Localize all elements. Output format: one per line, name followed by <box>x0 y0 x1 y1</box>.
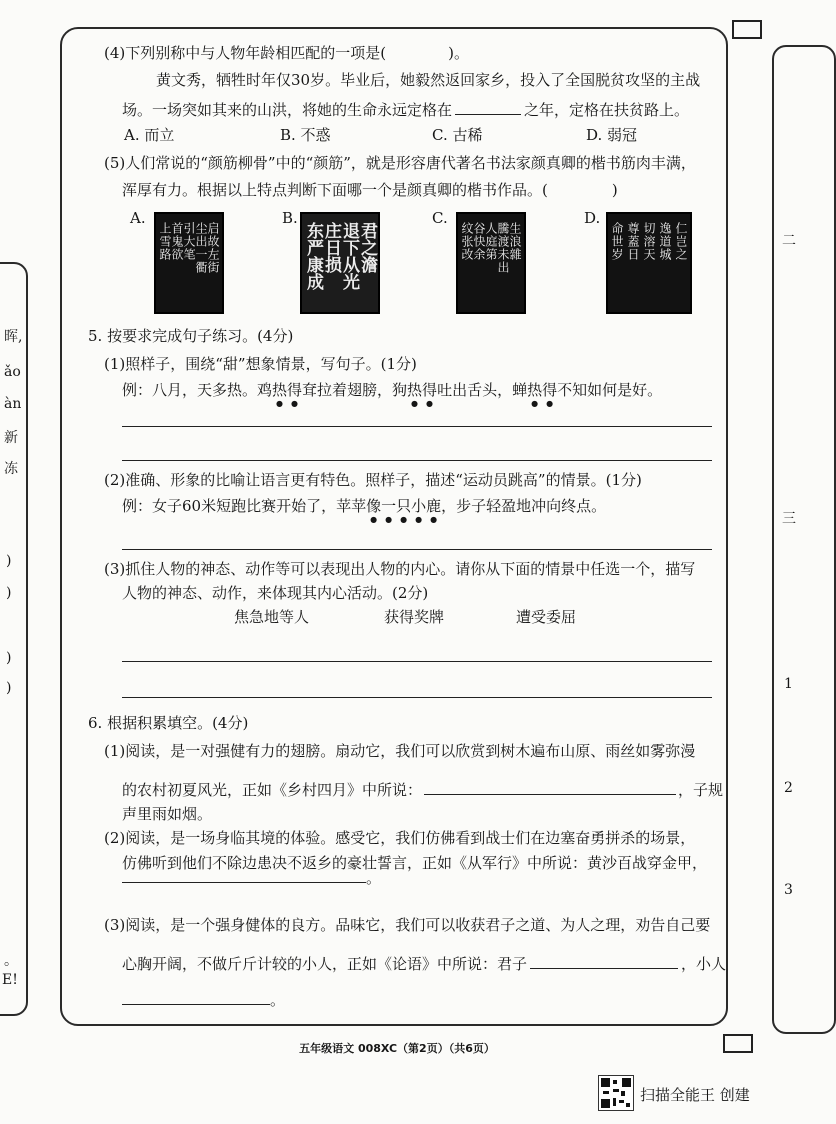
calligraphy-option-d-label[interactable]: D. <box>584 209 601 227</box>
page-footer: 五年级语文 008XC（第2页）（共6页） <box>299 1042 495 1055</box>
left-margin-text: 新 <box>4 430 18 446</box>
right-margin-text: 2 <box>784 780 793 796</box>
q6-title: 6. 根据积累填空。(4分) <box>88 714 249 732</box>
calligraphy-column: 首鬼欲 <box>170 222 184 261</box>
q6-sub2-line3: 。 <box>122 866 381 888</box>
calligraphy-column: 庄日损 <box>321 222 341 273</box>
q6-sub3-line2: 心胸开阔，不做斤斤计较的小人，正如《论语》中所说：君子 ，小人 <box>122 952 726 974</box>
left-margin-text: àn <box>4 396 22 412</box>
calligraphy-column: 君之澹 <box>357 222 377 273</box>
left-margin-text: ) <box>6 650 12 666</box>
q5-sub2-answer-line[interactable] <box>122 549 712 550</box>
left-margin-text: ) <box>6 585 12 601</box>
q6-sub3-line3: 。 <box>122 988 285 1010</box>
q5-title: 5. 按要求完成句子练习。(4分) <box>88 327 294 345</box>
calligraphy-column: 引大笔 <box>182 222 196 261</box>
q6-sub3-fill-blank-1[interactable] <box>530 952 678 969</box>
right-margin-text: 二 <box>782 233 796 249</box>
calligraphy-column: 启故左街 <box>206 222 220 274</box>
calligraphy-column: 上雪路 <box>158 222 172 261</box>
right-page-fragment <box>772 45 836 1034</box>
left-margin-text: ) <box>6 680 12 696</box>
q5-sub3-answer-line-2[interactable] <box>122 697 712 698</box>
q5-sub1-example: 例：八月，天多热。鸡热得耷拉着翅膀，狗热得吐出舌头，蝉热得不知如何是好。 <box>122 381 663 399</box>
left-margin-text: E! <box>2 972 18 988</box>
calligraphy-sample-d[interactable] <box>606 212 692 314</box>
q5-sub1-answer-line-2[interactable] <box>122 460 712 461</box>
q4-option-b[interactable]: B. 不惑 <box>280 126 331 144</box>
q6-sub2-line2: 仿佛听到他们不除边患决不返乡的豪壮誓言，正如《从军行》中所说：黄沙百战穿金甲， <box>122 854 708 872</box>
scene-option[interactable]: 遭受委屈 <box>516 608 577 626</box>
q6-sub3-fill-blank-2[interactable] <box>122 988 270 1005</box>
q5-sub3-stem-line1: (3)抓住人物的神态、动作等可以表现出人物的内心。请你从下面的情景中任选一个，描写 <box>104 560 696 578</box>
q5-sub1-stem: (1)照样子，围绕“甜”想象情景，写句子。(1分) <box>104 355 417 373</box>
q6-sub1-line3: 声里雨如烟。 <box>122 805 213 823</box>
calligraphy-sample-a[interactable] <box>154 212 224 314</box>
scanner-brand-text: 扫描全能王 创建 <box>640 1086 750 1104</box>
q4-inline-blank[interactable] <box>455 98 521 115</box>
q6-sub1-line1: (1)阅读，是一对强健有力的翅膀。扇动它，我们可以欣赏到树木遍布山原、雨丝如雾弥漫 <box>104 742 696 760</box>
scene-option[interactable]: 获得奖牌 <box>384 608 445 626</box>
calligraphy-column: 尊蓋日 <box>626 222 640 261</box>
q4-passage-line1: 黄文秀，牺牲时年仅30岁。毕业后，她毅然返回家乡，投入了全国脱贫攻坚的主战 <box>156 71 701 89</box>
qr-code-icon <box>598 1075 634 1111</box>
calligraphy-column: 切溶天 <box>642 222 656 261</box>
left-margin-text: ǎo <box>4 364 21 380</box>
q5-sub2-example: 例：女子60米短跑比赛开始了，苹苹像一只小鹿，步子轻盈地冲向终点。 <box>122 497 607 515</box>
scene-option[interactable]: 焦急地等人 <box>234 608 310 626</box>
q4-option-d[interactable]: D. 弱冠 <box>586 126 638 144</box>
calligraphy-column: 尘出一衢 <box>194 222 208 274</box>
q5-sub1-answer-line-1[interactable] <box>122 426 712 427</box>
q4-passage-line2: 场。一场突如其来的山洪，将她的生命永远定格在 之年，定格在扶贫路上。 <box>122 98 689 120</box>
q4-option-c[interactable]: C. 古稀 <box>432 126 483 144</box>
calligraphy-column: 逸道城 <box>658 222 672 261</box>
right-margin-text: 1 <box>784 676 793 692</box>
left-margin-text: 晖, <box>4 329 23 345</box>
left-margin-text: 。 <box>4 953 18 969</box>
left-margin-text: 冻 <box>4 461 18 477</box>
calligraphy-sample-c[interactable] <box>456 212 526 314</box>
calligraphy-column: 生浪雜 <box>508 222 522 261</box>
q6-sub1-fill-blank[interactable] <box>424 778 676 795</box>
q6-sub2-line1: (2)阅读，是一场身临其境的体验。感受它，我们仿佛看到战士们在边塞奋勇拼杀的场景， <box>104 829 696 847</box>
q6-sub3-line1: (3)阅读，是一个强身健体的良方。品味它，我们可以收获君子之道、为人之理，劝告自己要 <box>104 916 711 934</box>
right-margin-text: 3 <box>784 882 793 898</box>
calligraphy-column: 命世岁 <box>610 222 624 261</box>
q5-sub2-stem: (2)准确、形象的比喻让语言更有特色。照样子，描述“运动员跳高”的情景。(1分) <box>104 471 642 489</box>
calligraphy-option-c-label[interactable]: C. <box>432 209 448 227</box>
calligraphy-column: 纹张改 <box>460 222 474 261</box>
q5c-stem-line2: 浑厚有力。根据以上特点判断下面哪一个是颜真卿的楷书作品。( ) <box>122 181 618 199</box>
right-margin-text: 三 <box>782 511 796 527</box>
calligraphy-sample-b[interactable] <box>300 212 380 314</box>
q4-stem: (4)下列别称中与人物年龄相匹配的一项是( )。 <box>104 44 469 62</box>
q4-option-a[interactable]: A. 而立 <box>124 126 175 144</box>
calligraphy-column: 谷快余 <box>472 222 486 261</box>
q6-sub1-line2: 的农村初夏风光，正如《乡村四月》中所说： ，子规 <box>122 778 723 800</box>
calligraphy-column: 仁岂之 <box>674 222 688 261</box>
calligraphy-option-b-label[interactable]: B. <box>282 209 298 227</box>
calligraphy-column: 东严康成 <box>303 222 323 290</box>
corner-marker-top <box>732 20 762 39</box>
left-margin-text: ) <box>6 553 12 569</box>
q5-sub3-stem-line2: 人物的神态、动作，来体现其内心活动。(2分) <box>122 584 429 602</box>
calligraphy-column: 人庭第 <box>484 222 498 261</box>
q6-sub2-fill-blank[interactable] <box>122 866 366 883</box>
calligraphy-column: 騰渡未出 <box>496 222 510 274</box>
q5c-stem-line1: (5)人们常说的“颜筋柳骨”中的“颜筋”，就是形容唐代著名书法家颜真卿的楷书筋肉丰满， <box>104 154 696 172</box>
calligraphy-option-a-label[interactable]: A. <box>130 209 146 227</box>
q5-sub3-answer-line-1[interactable] <box>122 661 712 662</box>
calligraphy-column: 退下从光 <box>339 222 359 290</box>
